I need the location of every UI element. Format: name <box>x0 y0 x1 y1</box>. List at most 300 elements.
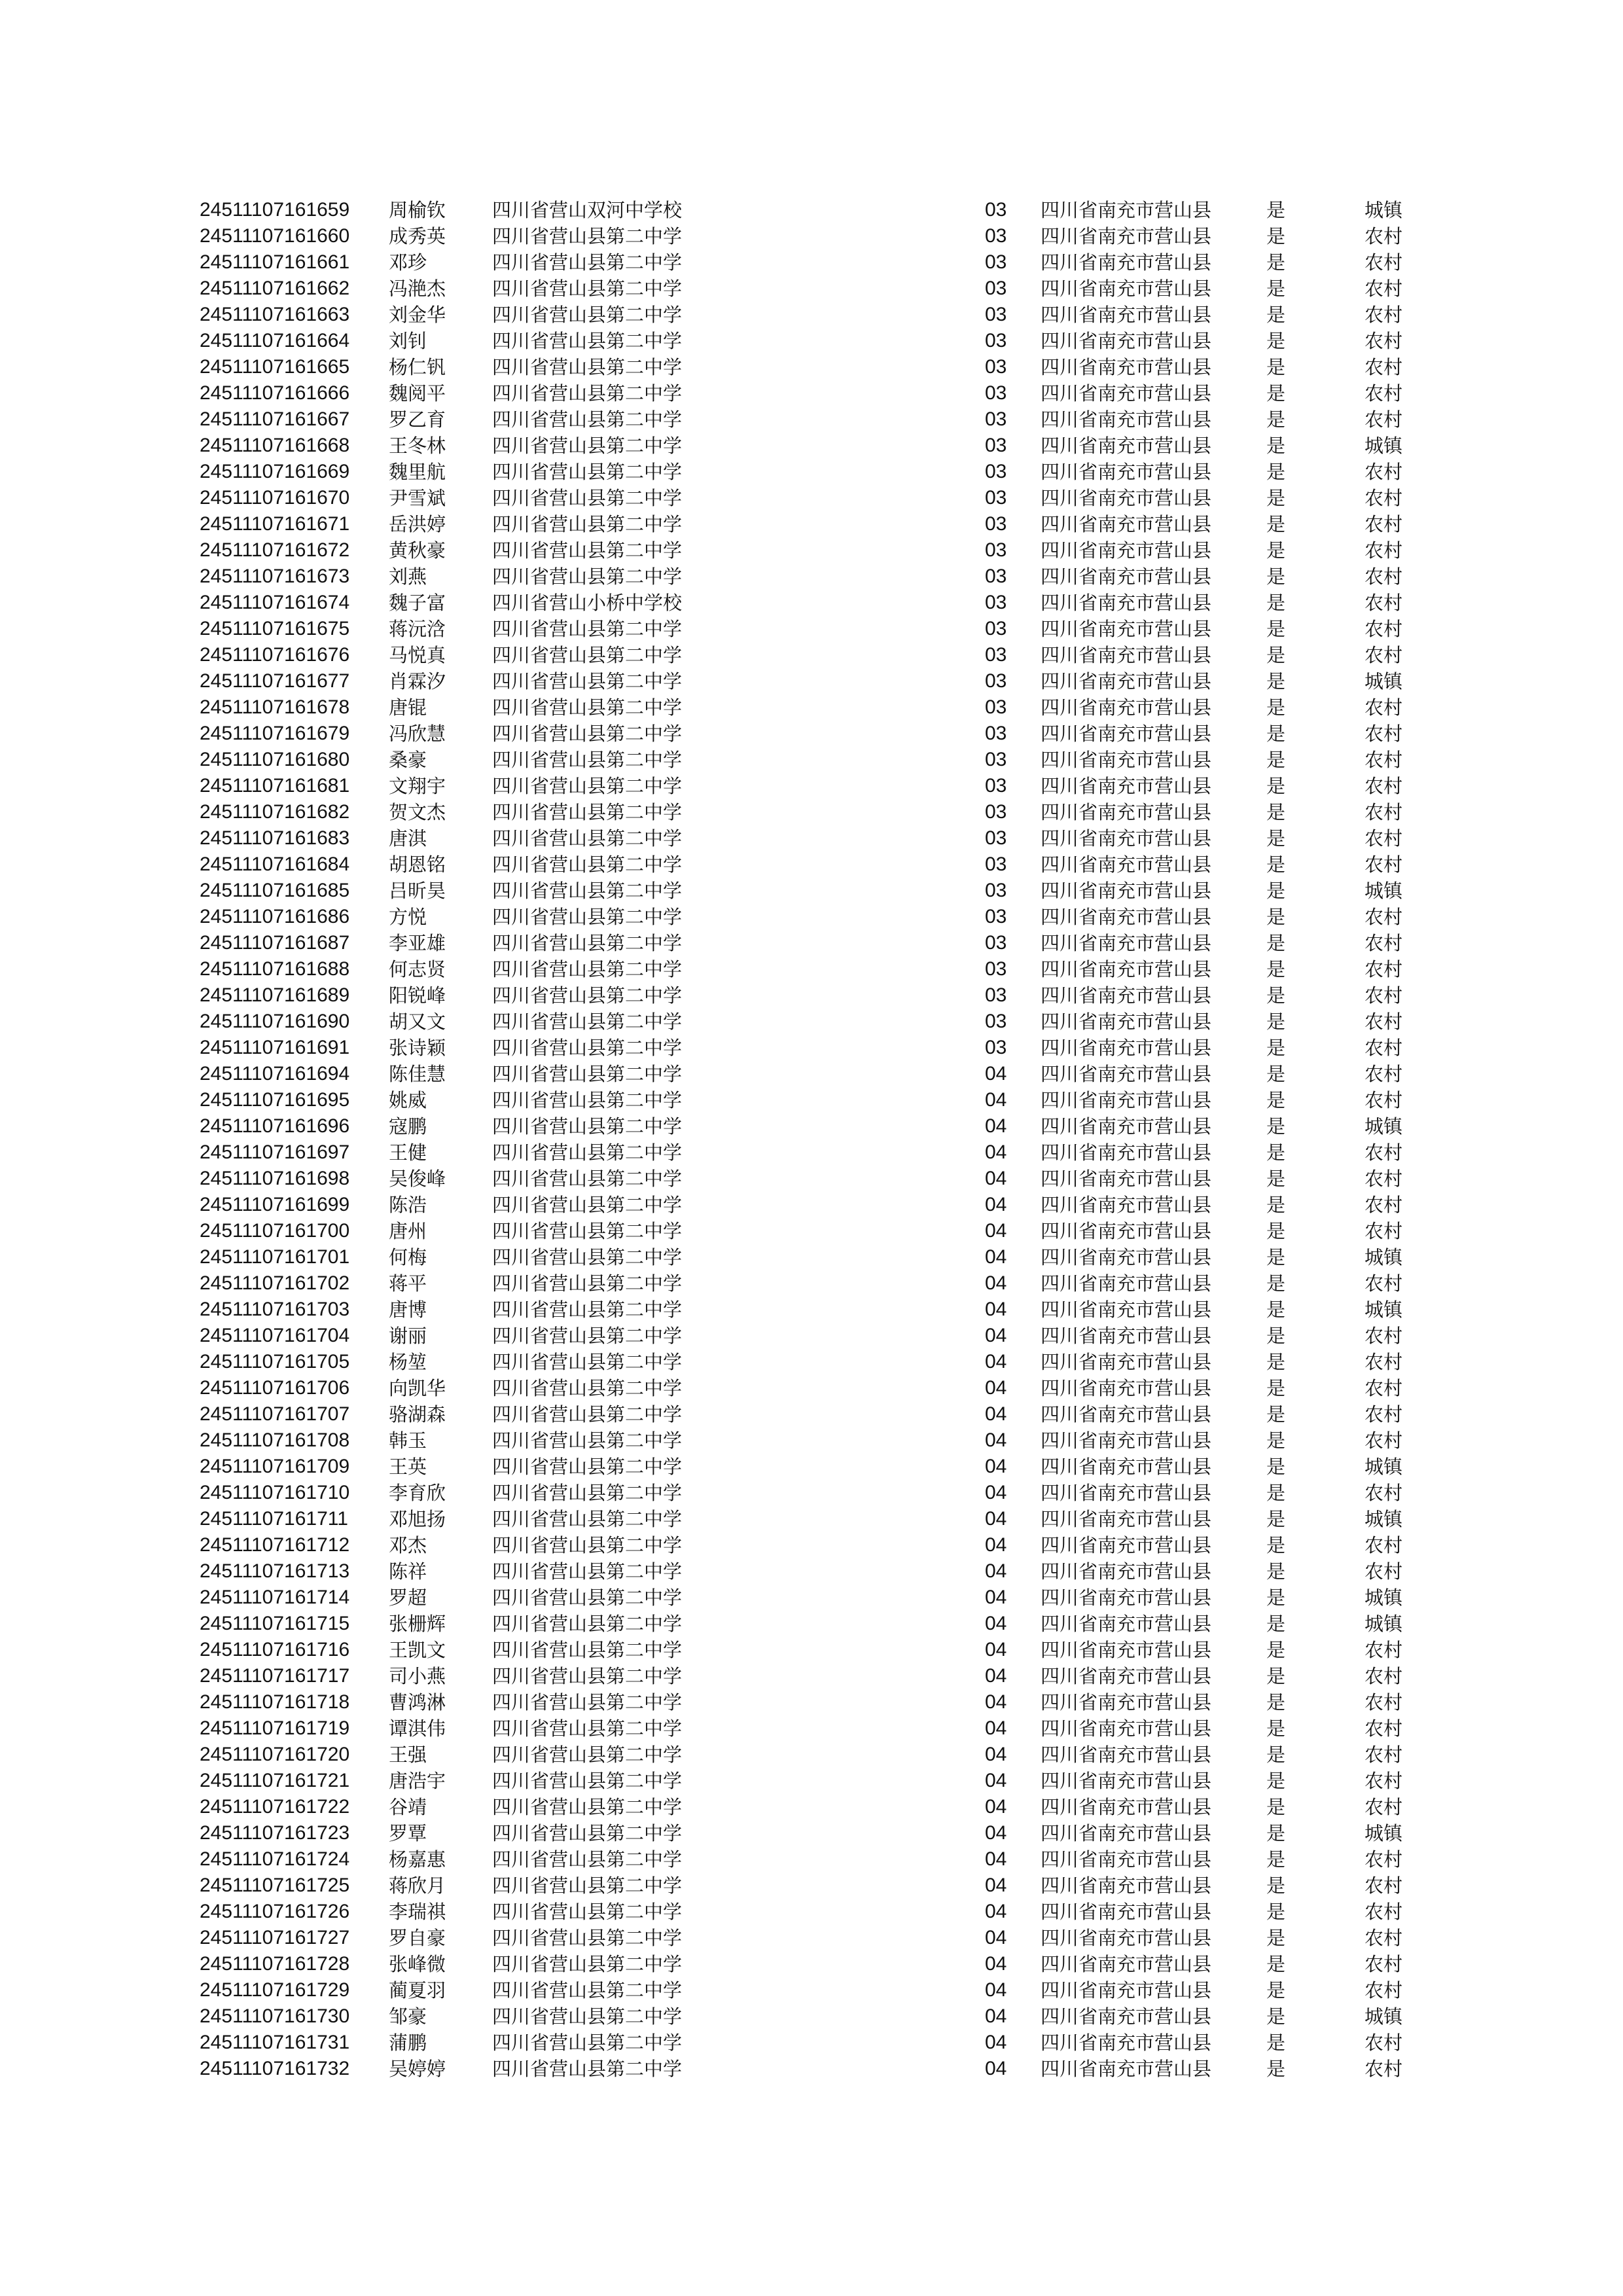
urban-rural: 城镇 <box>1364 880 1403 902</box>
class-code: 03 <box>985 827 1007 849</box>
student-id: 24511107161670 <box>200 487 350 509</box>
yes-no-flag: 是 <box>1266 382 1286 404</box>
student-name: 唐锟 <box>389 696 427 719</box>
urban-rural: 城镇 <box>1364 1822 1403 1844</box>
student-name: 蒋沅浛 <box>389 618 446 640</box>
class-code: 04 <box>985 1848 1007 1870</box>
student-name: 谢丽 <box>389 1325 427 1347</box>
student-id: 24511107161694 <box>200 1063 350 1085</box>
yes-no-flag: 是 <box>1266 1953 1286 1975</box>
urban-rural: 城镇 <box>1364 1299 1403 1321</box>
class-code: 03 <box>985 592 1007 613</box>
table-row <box>200 249 1443 276</box>
student-id: 24511107161722 <box>200 1796 350 1818</box>
student-name: 魏子富 <box>389 592 446 614</box>
class-code: 04 <box>985 1822 1007 1844</box>
yes-no-flag: 是 <box>1266 1560 1286 1583</box>
school-name: 四川省营山县第二中学 <box>492 1220 683 1242</box>
student-id: 24511107161725 <box>200 1874 350 1896</box>
table-row <box>200 590 1443 616</box>
yes-no-flag: 是 <box>1266 958 1286 980</box>
student-id: 24511107161704 <box>200 1325 350 1346</box>
student-name: 邓旭扬 <box>389 1508 446 1530</box>
class-code: 03 <box>985 1037 1007 1058</box>
urban-rural: 农村 <box>1364 1874 1403 1897</box>
household-region: 四川省南充市营山县 <box>1041 1587 1212 1609</box>
urban-rural: 农村 <box>1364 304 1403 326</box>
table-row <box>200 1375 1443 1401</box>
table-row <box>200 1925 1443 1951</box>
yes-no-flag: 是 <box>1266 1194 1286 1216</box>
class-code: 03 <box>985 225 1007 247</box>
school-name: 四川省营山县第二中学 <box>492 723 683 745</box>
urban-rural: 农村 <box>1364 1717 1403 1740</box>
student-id: 24511107161675 <box>200 618 350 639</box>
yes-no-flag: 是 <box>1266 1770 1286 1792</box>
urban-rural: 农村 <box>1364 1377 1403 1399</box>
school-name: 四川省营山县第二中学 <box>492 696 683 719</box>
yes-no-flag: 是 <box>1266 199 1286 221</box>
yes-no-flag: 是 <box>1266 1613 1286 1635</box>
student-id: 24511107161686 <box>200 906 350 927</box>
class-code: 03 <box>985 618 1007 639</box>
student-id: 24511107161672 <box>200 539 350 561</box>
student-id: 24511107161673 <box>200 565 350 587</box>
table-row <box>200 799 1443 825</box>
urban-rural: 农村 <box>1364 644 1403 666</box>
table-row <box>200 197 1443 223</box>
household-region: 四川省南充市营山县 <box>1041 1848 1212 1871</box>
table-row <box>200 1794 1443 1820</box>
household-region: 四川省南充市营山县 <box>1041 2032 1212 2054</box>
yes-no-flag: 是 <box>1266 1927 1286 1949</box>
urban-rural: 农村 <box>1364 1979 1403 2001</box>
table-row <box>200 485 1443 511</box>
student-id: 24511107161701 <box>200 1246 350 1268</box>
table-row <box>200 433 1443 459</box>
urban-rural: 农村 <box>1364 251 1403 274</box>
yes-no-flag: 是 <box>1266 932 1286 954</box>
student-id: 24511107161688 <box>200 958 350 980</box>
yes-no-flag: 是 <box>1266 487 1286 509</box>
student-id: 24511107161718 <box>200 1691 350 1713</box>
yes-no-flag: 是 <box>1266 1874 1286 1897</box>
urban-rural: 城镇 <box>1364 670 1403 692</box>
student-name: 陈佳慧 <box>389 1063 446 1085</box>
urban-rural: 农村 <box>1364 1953 1403 1975</box>
student-id: 24511107161717 <box>200 1665 350 1687</box>
student-id: 24511107161667 <box>200 408 350 430</box>
urban-rural: 农村 <box>1364 1691 1403 1713</box>
urban-rural: 农村 <box>1364 565 1403 588</box>
student-id: 24511107161698 <box>200 1168 350 1189</box>
yes-no-flag: 是 <box>1266 1639 1286 1661</box>
class-code: 04 <box>985 1613 1007 1634</box>
school-name: 四川省营山县第二中学 <box>492 487 683 509</box>
student-id: 24511107161720 <box>200 1744 350 1765</box>
student-id: 24511107161659 <box>200 199 350 221</box>
yes-no-flag: 是 <box>1266 906 1286 928</box>
household-region: 四川省南充市营山县 <box>1041 1717 1212 1740</box>
student-id: 24511107161677 <box>200 670 350 692</box>
table-row <box>200 1585 1443 1611</box>
student-name: 成秀英 <box>389 225 446 247</box>
student-name: 邓杰 <box>389 1534 427 1556</box>
student-id: 24511107161705 <box>200 1351 350 1372</box>
student-id: 24511107161668 <box>200 435 350 456</box>
household-region: 四川省南充市营山县 <box>1041 932 1212 954</box>
school-name: 四川省营山县第二中学 <box>492 1063 683 1085</box>
student-name: 魏阅平 <box>389 382 446 404</box>
student-id: 24511107161728 <box>200 1953 350 1975</box>
class-code: 03 <box>985 906 1007 927</box>
school-name: 四川省营山县第二中学 <box>492 1246 683 1268</box>
class-code: 03 <box>985 356 1007 378</box>
school-name: 四川省营山县第二中学 <box>492 435 683 457</box>
urban-rural: 农村 <box>1364 1901 1403 1923</box>
student-name: 魏里航 <box>389 461 446 483</box>
table-row <box>200 1035 1443 1061</box>
student-name: 杨仁钒 <box>389 356 446 378</box>
household-region: 四川省南充市营山县 <box>1041 801 1212 823</box>
student-name: 贺文杰 <box>389 801 446 823</box>
household-region: 四川省南充市营山县 <box>1041 906 1212 928</box>
table-row <box>200 668 1443 694</box>
school-name: 四川省营山县第二中学 <box>492 1665 683 1687</box>
table-row <box>200 1611 1443 1637</box>
student-id: 24511107161710 <box>200 1482 350 1503</box>
class-code: 04 <box>985 1665 1007 1687</box>
student-name: 蒋平 <box>389 1272 427 1295</box>
urban-rural: 城镇 <box>1364 1246 1403 1268</box>
household-region: 四川省南充市营山县 <box>1041 1063 1212 1085</box>
class-code: 03 <box>985 801 1007 823</box>
household-region: 四川省南充市营山县 <box>1041 278 1212 300</box>
school-name: 四川省营山小桥中学校 <box>492 592 683 614</box>
table-row <box>200 2003 1443 2030</box>
urban-rural: 农村 <box>1364 1560 1403 1583</box>
student-id: 24511107161727 <box>200 1927 350 1948</box>
school-name: 四川省营山县第二中学 <box>492 1927 683 1949</box>
table-row <box>200 1244 1443 1270</box>
student-name: 蒲鹏 <box>389 2032 427 2054</box>
school-name: 四川省营山县第二中学 <box>492 2005 683 2028</box>
yes-no-flag: 是 <box>1266 880 1286 902</box>
school-name: 四川省营山县第二中学 <box>492 1534 683 1556</box>
student-name: 刘燕 <box>389 565 427 588</box>
class-code: 03 <box>985 723 1007 744</box>
household-region: 四川省南充市营山县 <box>1041 513 1212 535</box>
student-id: 24511107161663 <box>200 304 350 325</box>
student-id: 24511107161682 <box>200 801 350 823</box>
school-name: 四川省营山县第二中学 <box>492 1429 683 1452</box>
yes-no-flag: 是 <box>1266 513 1286 535</box>
yes-no-flag: 是 <box>1266 749 1286 771</box>
urban-rural: 农村 <box>1364 906 1403 928</box>
student-name: 罗自豪 <box>389 1927 446 1949</box>
urban-rural: 农村 <box>1364 1141 1403 1164</box>
table-row <box>200 1297 1443 1323</box>
class-code: 03 <box>985 304 1007 325</box>
table-row <box>200 1192 1443 1218</box>
class-code: 04 <box>985 1691 1007 1713</box>
urban-rural: 农村 <box>1364 1037 1403 1059</box>
student-id: 24511107161664 <box>200 330 350 351</box>
table-row <box>200 1506 1443 1532</box>
yes-no-flag: 是 <box>1266 1403 1286 1426</box>
yes-no-flag: 是 <box>1266 696 1286 719</box>
school-name: 四川省营山县第二中学 <box>492 1482 683 1504</box>
student-id: 24511107161662 <box>200 278 350 299</box>
table-row <box>200 564 1443 590</box>
class-code: 03 <box>985 330 1007 351</box>
household-region: 四川省南充市营山县 <box>1041 1325 1212 1347</box>
household-region: 四川省南充市营山县 <box>1041 1194 1212 1216</box>
school-name: 四川省营山县第二中学 <box>492 906 683 928</box>
household-region: 四川省南充市营山县 <box>1041 1979 1212 2001</box>
household-region: 四川省南充市营山县 <box>1041 435 1212 457</box>
yes-no-flag: 是 <box>1266 565 1286 588</box>
school-name: 四川省营山县第二中学 <box>492 1089 683 1111</box>
class-code: 04 <box>985 1979 1007 2001</box>
urban-rural: 农村 <box>1364 1796 1403 1818</box>
urban-rural: 农村 <box>1364 592 1403 614</box>
student-name: 冯滟杰 <box>389 278 446 300</box>
yes-no-flag: 是 <box>1266 1717 1286 1740</box>
class-code: 04 <box>985 1717 1007 1739</box>
yes-no-flag: 是 <box>1266 2032 1286 2054</box>
school-name: 四川省营山县第二中学 <box>492 880 683 902</box>
household-region: 四川省南充市营山县 <box>1041 670 1212 692</box>
household-region: 四川省南充市营山县 <box>1041 1639 1212 1661</box>
student-id: 24511107161706 <box>200 1377 350 1399</box>
class-code: 04 <box>985 2032 1007 2053</box>
urban-rural: 农村 <box>1364 1272 1403 1295</box>
yes-no-flag: 是 <box>1266 1299 1286 1321</box>
student-name: 吴俊峰 <box>389 1168 446 1190</box>
school-name: 四川省营山县第二中学 <box>492 225 683 247</box>
yes-no-flag: 是 <box>1266 1744 1286 1766</box>
yes-no-flag: 是 <box>1266 1508 1286 1530</box>
yes-no-flag: 是 <box>1266 1848 1286 1871</box>
school-name: 四川省营山县第二中学 <box>492 513 683 535</box>
school-name: 四川省营山县第二中学 <box>492 1272 683 1295</box>
yes-no-flag: 是 <box>1266 539 1286 562</box>
yes-no-flag: 是 <box>1266 618 1286 640</box>
student-name: 李育欣 <box>389 1482 446 1504</box>
table-row <box>200 1532 1443 1558</box>
class-code: 04 <box>985 1115 1007 1137</box>
class-code: 03 <box>985 775 1007 797</box>
school-name: 四川省营山双河中学校 <box>492 199 683 221</box>
household-region: 四川省南充市营山县 <box>1041 1508 1212 1530</box>
class-code: 04 <box>985 1325 1007 1346</box>
household-region: 四川省南充市营山县 <box>1041 1613 1212 1635</box>
household-region: 四川省南充市营山县 <box>1041 1429 1212 1452</box>
class-code: 03 <box>985 749 1007 770</box>
class-code: 03 <box>985 932 1007 954</box>
student-name: 陈浩 <box>389 1194 427 1216</box>
household-region: 四川省南充市营山县 <box>1041 1377 1212 1399</box>
student-name: 黄秋豪 <box>389 539 446 562</box>
household-region: 四川省南充市营山县 <box>1041 382 1212 404</box>
table-row <box>200 1768 1443 1794</box>
table-row <box>200 1742 1443 1768</box>
class-code: 04 <box>985 1639 1007 1660</box>
yes-no-flag: 是 <box>1266 827 1286 850</box>
urban-rural: 城镇 <box>1364 1456 1403 1478</box>
student-id: 24511107161681 <box>200 775 350 797</box>
table-row <box>200 276 1443 302</box>
school-name: 四川省营山县第二中学 <box>492 1325 683 1347</box>
student-id: 24511107161689 <box>200 984 350 1006</box>
household-region: 四川省南充市营山县 <box>1041 330 1212 352</box>
class-code: 03 <box>985 880 1007 901</box>
student-name: 杨嘉惠 <box>389 1848 446 1871</box>
household-region: 四川省南充市营山县 <box>1041 1534 1212 1556</box>
class-code: 03 <box>985 696 1007 718</box>
student-name: 王英 <box>389 1456 427 1478</box>
student-id: 24511107161708 <box>200 1429 350 1451</box>
student-id: 24511107161680 <box>200 749 350 770</box>
school-name: 四川省营山县第二中学 <box>492 408 683 431</box>
table-row <box>200 694 1443 721</box>
urban-rural: 农村 <box>1364 1403 1403 1426</box>
household-region: 四川省南充市营山县 <box>1041 644 1212 666</box>
class-code: 04 <box>985 1351 1007 1372</box>
student-id: 24511107161707 <box>200 1403 350 1425</box>
yes-no-flag: 是 <box>1266 1272 1286 1295</box>
student-name: 何梅 <box>389 1246 427 1268</box>
yes-no-flag: 是 <box>1266 984 1286 1007</box>
urban-rural: 农村 <box>1364 1325 1403 1347</box>
student-id: 24511107161696 <box>200 1115 350 1137</box>
school-name: 四川省营山县第二中学 <box>492 958 683 980</box>
yes-no-flag: 是 <box>1266 1011 1286 1033</box>
student-name: 张栅辉 <box>389 1613 446 1635</box>
school-name: 四川省营山县第二中学 <box>492 278 683 300</box>
yes-no-flag: 是 <box>1266 251 1286 274</box>
yes-no-flag: 是 <box>1266 1168 1286 1190</box>
school-name: 四川省营山县第二中学 <box>492 1953 683 1975</box>
student-name: 罗乙育 <box>389 408 446 431</box>
urban-rural: 农村 <box>1364 513 1403 535</box>
table-row <box>200 930 1443 956</box>
student-name: 王冬林 <box>389 435 446 457</box>
table-row <box>200 537 1443 564</box>
class-code: 04 <box>985 1587 1007 1608</box>
student-name: 曹鸿淋 <box>389 1691 446 1713</box>
class-code: 04 <box>985 2058 1007 2079</box>
school-name: 四川省营山县第二中学 <box>492 1717 683 1740</box>
student-name: 陈祥 <box>389 1560 427 1583</box>
household-region: 四川省南充市营山县 <box>1041 1168 1212 1190</box>
yes-no-flag: 是 <box>1266 1089 1286 1111</box>
student-name: 桑豪 <box>389 749 427 771</box>
school-name: 四川省营山县第二中学 <box>492 1299 683 1321</box>
school-name: 四川省营山县第二中学 <box>492 1796 683 1818</box>
yes-no-flag: 是 <box>1266 1482 1286 1504</box>
urban-rural: 城镇 <box>1364 199 1403 221</box>
student-name: 胡恩铭 <box>389 853 446 876</box>
student-name: 吴婷婷 <box>389 2058 446 2080</box>
school-name: 四川省营山县第二中学 <box>492 1115 683 1138</box>
table-row <box>200 2056 1443 2082</box>
student-name: 马悦真 <box>389 644 446 666</box>
student-id: 24511107161678 <box>200 696 350 718</box>
student-name: 王强 <box>389 1744 427 1766</box>
student-id: 24511107161715 <box>200 1613 350 1634</box>
student-name: 罗超 <box>389 1587 427 1609</box>
student-id: 24511107161697 <box>200 1141 350 1163</box>
student-name: 寇鹏 <box>389 1115 427 1138</box>
student-id: 24511107161730 <box>200 2005 350 2027</box>
yes-no-flag: 是 <box>1266 801 1286 823</box>
class-code: 03 <box>985 958 1007 980</box>
yes-no-flag: 是 <box>1266 1979 1286 2001</box>
class-code: 04 <box>985 1377 1007 1399</box>
class-code: 03 <box>985 853 1007 875</box>
school-name: 四川省营山县第二中学 <box>492 1011 683 1033</box>
student-name: 张峰微 <box>389 1953 446 1975</box>
student-name: 唐博 <box>389 1299 427 1321</box>
school-name: 四川省营山县第二中学 <box>492 618 683 640</box>
household-region: 四川省南充市营山县 <box>1041 2005 1212 2028</box>
household-region: 四川省南充市营山县 <box>1041 1403 1212 1426</box>
school-name: 四川省营山县第二中学 <box>492 1901 683 1923</box>
student-name: 罗覃 <box>389 1822 427 1844</box>
class-code: 04 <box>985 1063 1007 1085</box>
household-region: 四川省南充市营山县 <box>1041 723 1212 745</box>
table-row <box>200 511 1443 537</box>
household-region: 四川省南充市营山县 <box>1041 251 1212 274</box>
urban-rural: 农村 <box>1364 356 1403 378</box>
student-id: 24511107161731 <box>200 2032 350 2053</box>
household-region: 四川省南充市营山县 <box>1041 1220 1212 1242</box>
urban-rural: 农村 <box>1364 958 1403 980</box>
urban-rural: 城镇 <box>1364 2005 1403 2028</box>
yes-no-flag: 是 <box>1266 1325 1286 1347</box>
school-name: 四川省营山县第二中学 <box>492 749 683 771</box>
student-name: 刘钊 <box>389 330 427 352</box>
yes-no-flag: 是 <box>1266 1220 1286 1242</box>
student-id: 24511107161666 <box>200 382 350 404</box>
urban-rural: 农村 <box>1364 1927 1403 1949</box>
urban-rural: 农村 <box>1364 1168 1403 1190</box>
urban-rural: 农村 <box>1364 382 1403 404</box>
school-name: 四川省营山县第二中学 <box>492 1744 683 1766</box>
class-code: 04 <box>985 1953 1007 1975</box>
urban-rural: 农村 <box>1364 1482 1403 1504</box>
school-name: 四川省营山县第二中学 <box>492 1691 683 1713</box>
school-name: 四川省营山县第二中学 <box>492 461 683 483</box>
class-code: 03 <box>985 513 1007 535</box>
household-region: 四川省南充市营山县 <box>1041 408 1212 431</box>
household-region: 四川省南充市营山县 <box>1041 880 1212 902</box>
table-row <box>200 721 1443 747</box>
student-name: 何志贤 <box>389 958 446 980</box>
student-name: 周榆钦 <box>389 199 446 221</box>
yes-no-flag: 是 <box>1266 670 1286 692</box>
yes-no-flag: 是 <box>1266 330 1286 352</box>
yes-no-flag: 是 <box>1266 644 1286 666</box>
student-name: 唐州 <box>389 1220 427 1242</box>
student-id: 24511107161703 <box>200 1299 350 1320</box>
urban-rural: 农村 <box>1364 1665 1403 1687</box>
class-code: 04 <box>985 1299 1007 1320</box>
school-name: 四川省营山县第二中学 <box>492 1874 683 1897</box>
household-region: 四川省南充市营山县 <box>1041 199 1212 221</box>
